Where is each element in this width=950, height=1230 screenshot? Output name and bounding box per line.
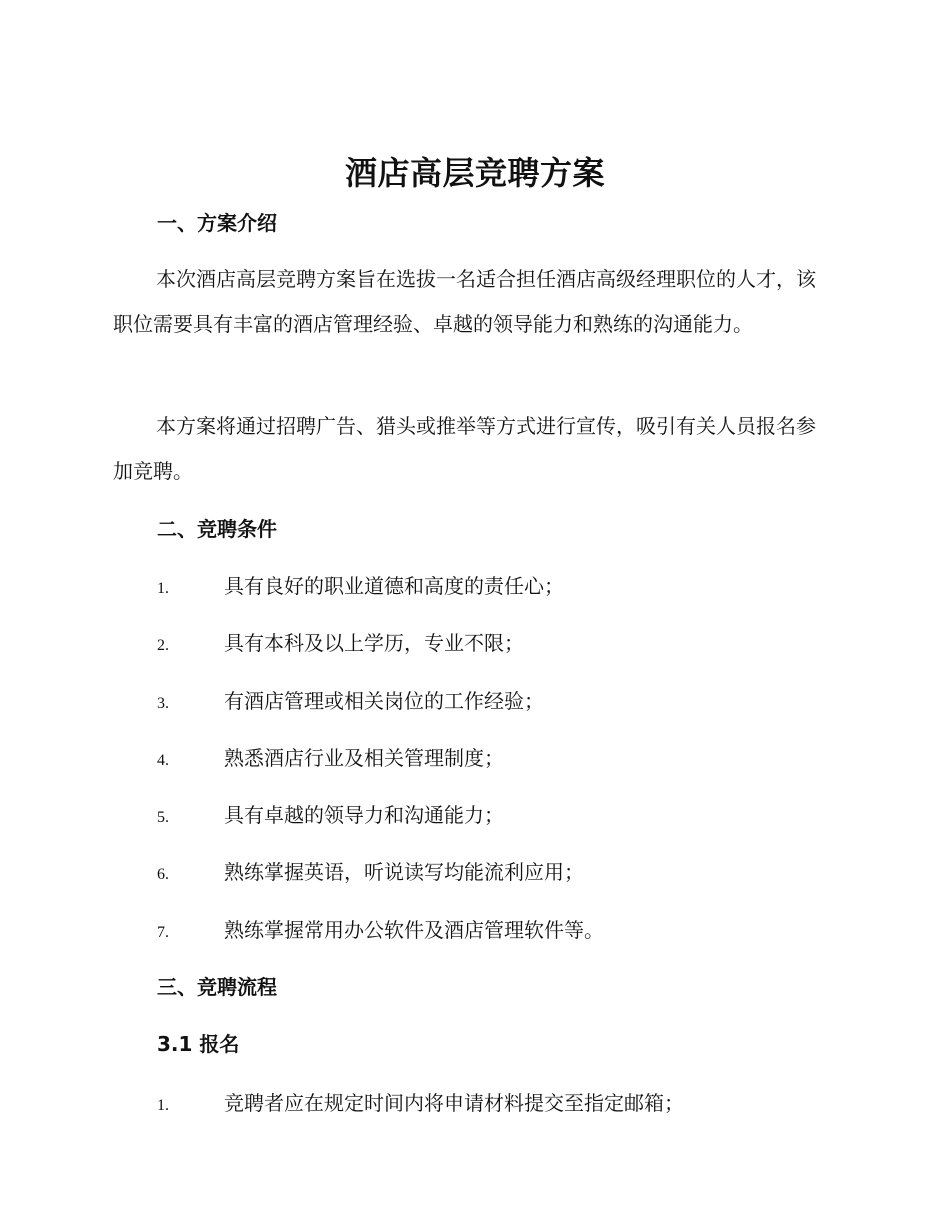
list-item bbox=[157, 686, 544, 716]
list-item-text: 竞聘者应在规定时间内将申请材料提交至指定邮箱； bbox=[224, 1091, 684, 1115]
list-item-text: 熟练掌握常用办公软件及酒店管理软件等。 bbox=[224, 918, 604, 942]
intro-paragraph-1: 本次酒店高层竞聘方案旨在选拔一名适合担任酒店高级经理职位的人才，该职位需要具有丰富的酒店管理经验、卓越的领导能力和熟练的沟通能力。 bbox=[113, 267, 816, 336]
list-item bbox=[157, 571, 564, 601]
subsection-heading-registration: 3.1 报名 bbox=[157, 1032, 240, 1056]
list-item-text: 熟悉酒店行业及相关管理制度； bbox=[224, 746, 504, 770]
list-item-number: 4. bbox=[157, 752, 169, 769]
intro-paragraph-2: 本方案将通过招聘广告、猎头或推举等方式进行宣传，吸引有关人员报名参加竞聘。 bbox=[113, 414, 816, 483]
list-item-text: 具有卓越的领导力和沟通能力； bbox=[224, 803, 504, 827]
list-item bbox=[157, 857, 584, 887]
list-item-number: 5. bbox=[157, 809, 169, 826]
list-item bbox=[157, 743, 504, 773]
page-title: 酒店高层竞聘方案 bbox=[344, 154, 605, 192]
section-heading-intro: 一、方案介绍 bbox=[157, 211, 277, 235]
list-item bbox=[157, 800, 504, 830]
list-item-number: 1. bbox=[157, 1097, 169, 1114]
list-item bbox=[157, 1088, 684, 1118]
list-item-number: 7. bbox=[157, 924, 169, 941]
list-item bbox=[157, 915, 604, 945]
list-item-text: 熟练掌握英语，听说读写均能流利应用； bbox=[224, 860, 584, 884]
list-item-number: 1. bbox=[157, 580, 169, 597]
list-item bbox=[157, 628, 524, 658]
section-heading-process: 三、竞聘流程 bbox=[157, 975, 277, 999]
section-heading-requirements: 二、竞聘条件 bbox=[157, 517, 277, 541]
list-item-number: 2. bbox=[157, 637, 169, 654]
list-item-number: 6. bbox=[157, 866, 169, 883]
list-item-text: 有酒店管理或相关岗位的工作经验； bbox=[224, 689, 544, 713]
list-item-text: 具有本科及以上学历，专业不限； bbox=[224, 631, 524, 655]
list-item-text: 具有良好的职业道德和高度的责任心； bbox=[224, 574, 564, 598]
list-item-number: 3. bbox=[157, 695, 169, 712]
